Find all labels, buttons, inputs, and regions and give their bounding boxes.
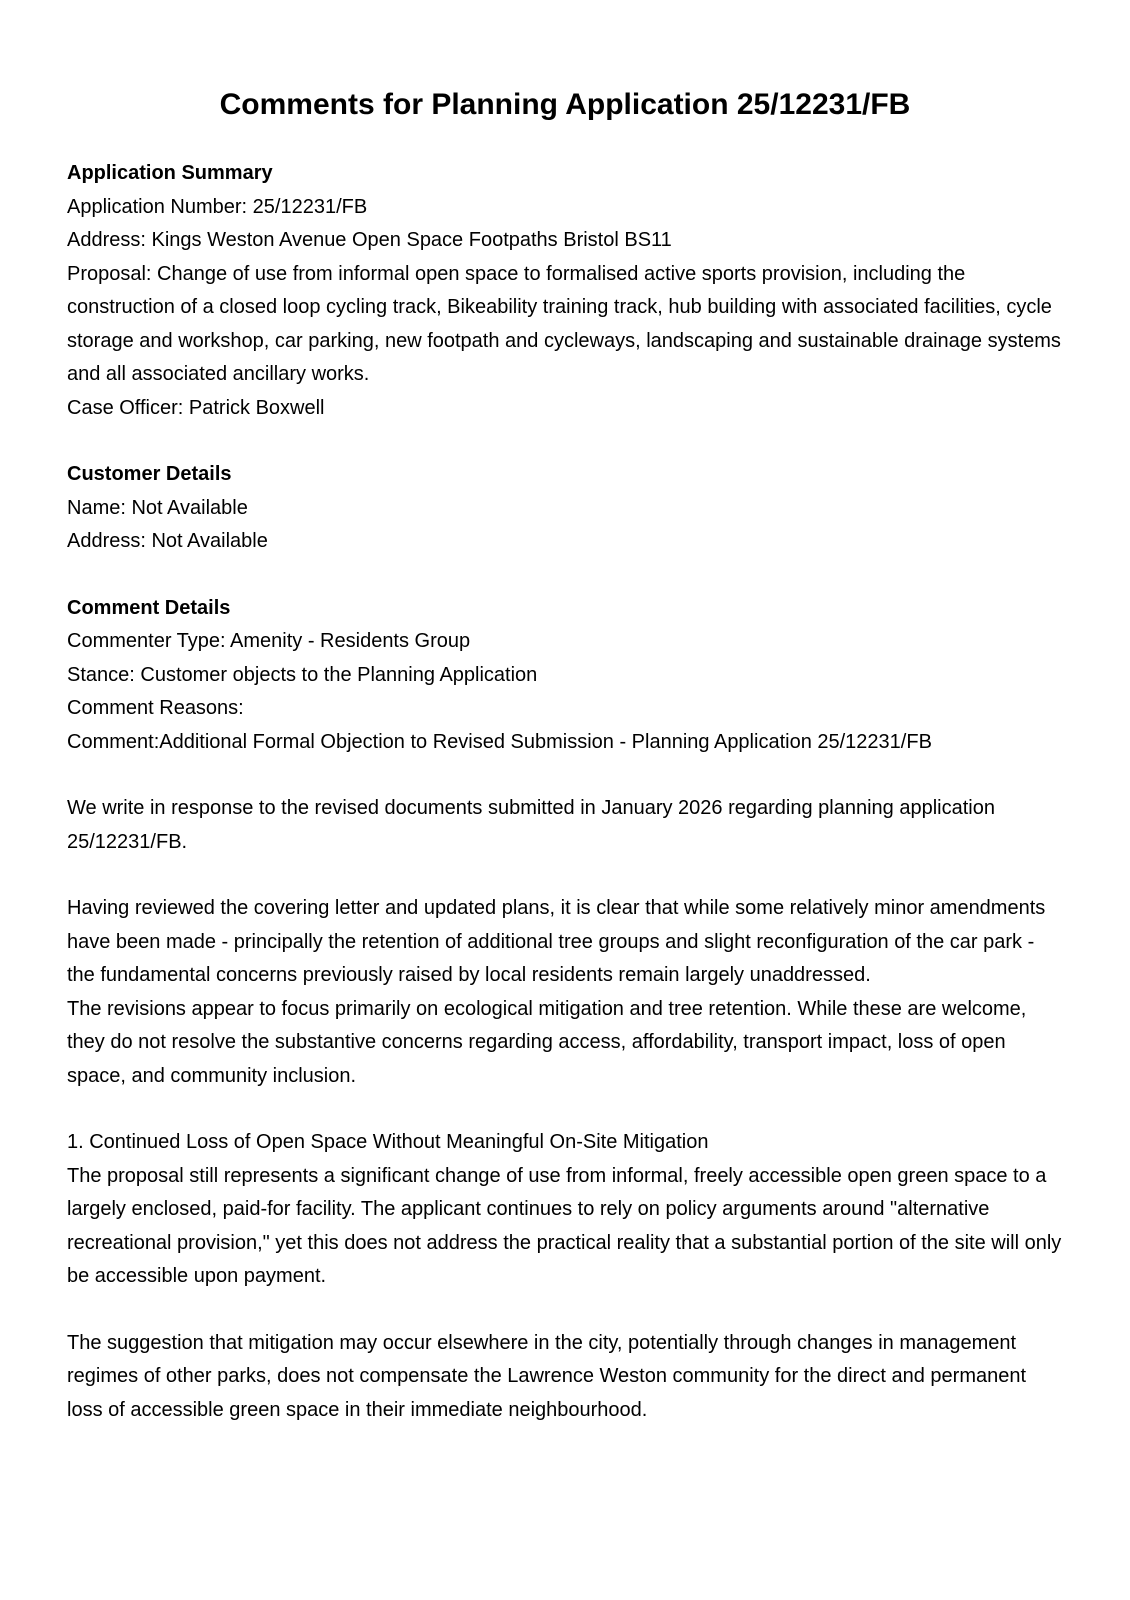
case-officer-line: Case Officer: Patrick Boxwell <box>67 396 325 419</box>
comment-reasons-line: Comment Reasons: <box>67 697 244 719</box>
comment-paragraph: Having reviewed the covering letter and updated plans, it is clear that while some relatively minor amendments have been made - principally the retention of additional tree groups and slight reconfiguration of the car park - the fundamental concerns previously raised by local residents remain largely unaddressed. <box>67 897 1046 986</box>
customer-details-section <box>67 458 1063 559</box>
comment-paragraph: The suggestion that mitigation may occur elsewhere in the city, potentially through changes in management regimes of other parks, does not compensate the Lawrence Weston community for the direct and permanent loss of accessible green space in their immediate neighbourhood. <box>67 1331 1027 1421</box>
application-address-line: Address: Kings Weston Avenue Open Space Footpaths Bristol BS11 <box>67 229 672 251</box>
comment-title-line: Comment:Additional Formal Objection to Revised Submission - Planning Application 25/12231/FB <box>67 730 932 753</box>
application-summary-heading: Application Summary <box>67 162 273 184</box>
proposal-line: Proposal: Change of use from informal open space to formalised active sports provision, including the construction of a closed loop cycling track, Bikeability training track, hub building with associated facilities, cycle storage and workshop, car parking, new footpath and cycleways, landscaping and sustainable drainage systems and all associated ancillary works. <box>67 262 1061 385</box>
customer-address-line: Address: Not Available <box>67 530 268 552</box>
comment-subheading-paragraph: 1. Continued Loss of Open Space Without Meaningful On-Site Mitigation <box>67 1131 709 1153</box>
comment-paragraph: The revisions appear to focus primarily on ecological mitigation and tree retention. While these are welcome, they do not resolve the substantive concerns regarding access, affordability, transport impact, loss of open space, and community inclusion. <box>67 997 1027 1087</box>
customer-name-line: Name: Not Available <box>67 496 248 519</box>
application-summary-section <box>67 157 1063 425</box>
commenter-type-line: Commenter Type: Amenity - Residents Group <box>67 630 471 652</box>
comment-body-section <box>67 792 1063 1427</box>
page-title: Comments for Planning Application 25/12231/FB <box>219 88 911 121</box>
comment-paragraph: We write in response to the revised documents submitted in January 2026 regarding planning application 25/12231/FB. <box>67 797 995 853</box>
comment-details-heading: Comment Details <box>67 596 231 619</box>
customer-details-heading: Customer Details <box>67 463 232 485</box>
stance-line: Stance: Customer objects to the Planning Application <box>67 663 538 686</box>
application-number-line: Application Number: 25/12231/FB <box>67 195 368 218</box>
comment-details-section <box>67 592 1063 760</box>
comment-paragraph: The proposal still represents a significant change of use from informal, freely accessible open green space to a largely enclosed, paid-for facility. The applicant continues to rely on policy arguments around "alternative recreational provision," yet this does not address the practical reality that a substantial portion of the site will only be accessible upon payment. <box>67 1164 1062 1287</box>
